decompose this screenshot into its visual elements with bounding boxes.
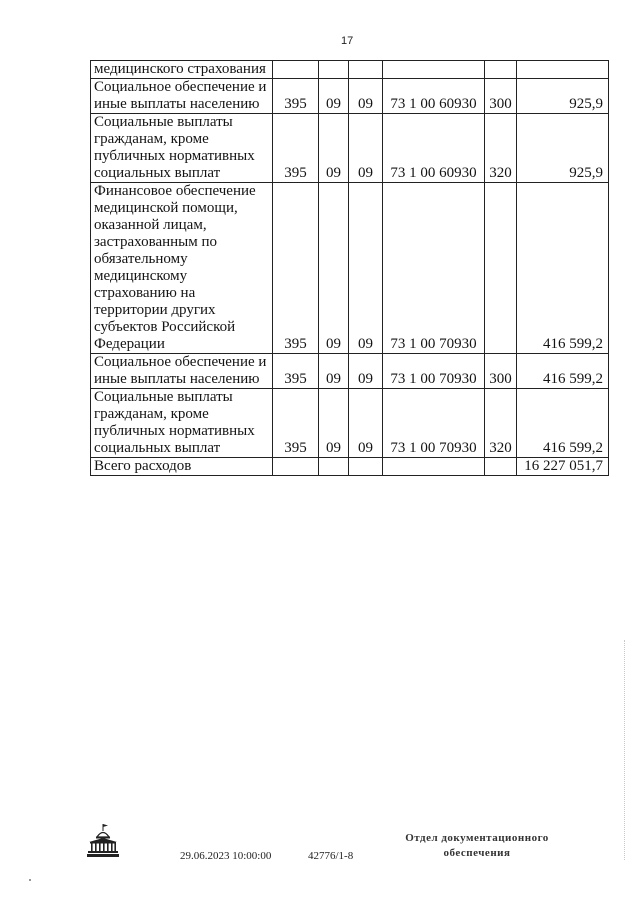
subsection-cell: 09: [349, 389, 383, 458]
row-name-cell: Социальные выплаты гражданам, кроме публичных нормативных социальных выплат: [91, 389, 273, 458]
table-row: [91, 114, 609, 183]
subsection-cell: 09: [349, 183, 383, 354]
table-row: [91, 354, 609, 389]
stamp-line: Отдел документационного: [405, 832, 549, 844]
subsection-cell: [349, 61, 383, 79]
type-cell: 300: [485, 354, 517, 389]
footer-datetime: 29.06.2023 10:00:00: [180, 850, 272, 862]
total-amount-cell: 16 227 051,7: [517, 458, 609, 476]
amount-cell: 416 599,2: [517, 354, 609, 389]
code-cell: 395: [273, 354, 319, 389]
footer-document-number: 42776/1-8: [308, 850, 354, 862]
section-cell: 09: [319, 354, 349, 389]
subsection-cell: [349, 458, 383, 476]
row-name-cell: Социальное обеспечение и иные выплаты населению: [91, 79, 273, 114]
stamp-line: обеспечения: [443, 847, 511, 859]
type-cell: 320: [485, 114, 517, 183]
table-row: [91, 61, 609, 79]
table-row: [91, 183, 609, 354]
type-cell: 300: [485, 79, 517, 114]
type-cell: [485, 458, 517, 476]
row-name-cell: Всего расходов: [91, 458, 273, 476]
type-cell: 320: [485, 389, 517, 458]
section-cell: 09: [319, 79, 349, 114]
target-cell: 73 1 00 70930: [383, 389, 485, 458]
subsection-cell: 09: [349, 114, 383, 183]
table-total-row: [91, 458, 609, 476]
code-cell: 395: [273, 114, 319, 183]
section-cell: 09: [319, 389, 349, 458]
department-stamp: [398, 831, 556, 861]
target-cell: 73 1 00 60930: [383, 79, 485, 114]
row-name-cell: Социальные выплаты гражданам, кроме публичных нормативных социальных выплат: [91, 114, 273, 183]
target-cell: 73 1 00 70930: [383, 183, 485, 354]
code-cell: [273, 458, 319, 476]
target-cell: 73 1 00 70930: [383, 354, 485, 389]
row-name-cell: Социальное обеспечение и иные выплаты населению: [91, 354, 273, 389]
code-cell: [273, 61, 319, 79]
target-cell: 73 1 00 60930: [383, 114, 485, 183]
row-name-cell: медицинского страхования: [91, 61, 273, 79]
expenditure-table: [90, 60, 609, 476]
code-cell: 395: [273, 389, 319, 458]
amount-cell: 416 599,2: [517, 183, 609, 354]
page-number: 17: [341, 35, 354, 47]
subsection-cell: 09: [349, 79, 383, 114]
amount-cell: [517, 61, 609, 79]
target-cell: [383, 61, 485, 79]
code-cell: 395: [273, 183, 319, 354]
row-name-cell: Финансовое обеспечение медицинской помощи, оказанной лицам, застрахованным по обязательному медицинскому страхованию на территории других субъектов Российской Федерации: [91, 183, 273, 354]
subsection-cell: 09: [349, 354, 383, 389]
duma-building-logo: [86, 823, 120, 859]
target-cell: [383, 458, 485, 476]
section-cell: [319, 458, 349, 476]
scan-speck: [29, 879, 31, 881]
section-cell: [319, 61, 349, 79]
type-cell: [485, 61, 517, 79]
amount-cell: 925,9: [517, 79, 609, 114]
type-cell: [485, 183, 517, 354]
amount-cell: 416 599,2: [517, 389, 609, 458]
code-cell: 395: [273, 79, 319, 114]
scan-edge-artifact: [624, 640, 625, 860]
section-cell: 09: [319, 183, 349, 354]
amount-cell: 925,9: [517, 114, 609, 183]
table-row: [91, 79, 609, 114]
table-row: [91, 389, 609, 458]
section-cell: 09: [319, 114, 349, 183]
